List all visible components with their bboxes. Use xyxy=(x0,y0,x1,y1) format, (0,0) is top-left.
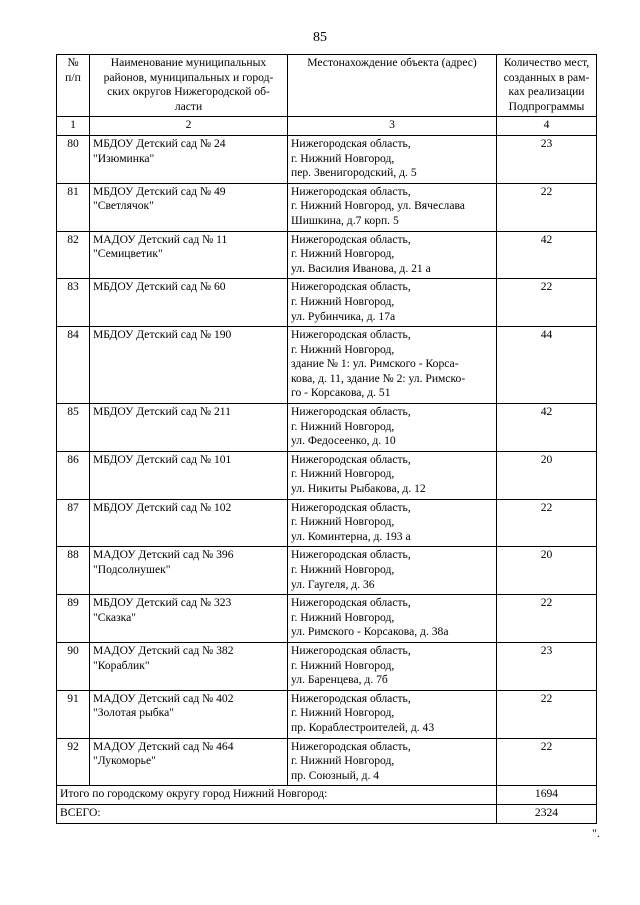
row-number: 84 xyxy=(57,327,90,404)
header-col-name: Наименование муниципальных районов, муниципальных и город- ских округов Нижегородской об- ласти xyxy=(90,55,288,117)
header-col-number: № п/п xyxy=(57,55,90,117)
header-col-count: Количество мест, созданных в рам- ках реализации Подпрограммы xyxy=(497,55,597,117)
object-address-line: го - Корсакова, д. 51 xyxy=(291,386,391,400)
total-row xyxy=(57,804,597,823)
institution-name xyxy=(90,327,288,404)
closing-quote-mark: ". xyxy=(592,826,600,840)
object-address-line: Нижегородская область, xyxy=(291,328,411,342)
object-address-line: Нижегородская область, xyxy=(291,136,411,150)
row-number: 83 xyxy=(57,279,90,327)
object-address-line: ул. Коминтерна, д. 193 а xyxy=(291,529,411,543)
institution-name-line: "Светлячок" xyxy=(93,199,154,213)
institution-name-line: МБДОУ Детский сад № 24 xyxy=(93,136,226,150)
object-address-line: г. Нижний Новгород, ул. Вячеслава xyxy=(291,199,465,213)
table-row xyxy=(57,499,597,547)
object-address-line: здание № 1: ул. Римского - Корса- xyxy=(291,357,459,371)
row-number: 80 xyxy=(57,135,90,183)
institution-name-line: "Лукоморье" xyxy=(93,754,156,768)
institution-name xyxy=(90,404,288,452)
places-count: 22 xyxy=(497,279,597,327)
object-address-line: Нижегородская область, xyxy=(291,691,411,705)
object-address xyxy=(288,738,497,786)
header-col-address: Местонахождение объекта (адрес) xyxy=(288,55,497,117)
object-address-line: пр. Союзный, д. 4 xyxy=(291,768,380,782)
table-row xyxy=(57,451,597,499)
object-address-line: г. Нижний Новгород, xyxy=(291,754,395,768)
row-number: 85 xyxy=(57,404,90,452)
total-label: ВСЕГО: xyxy=(57,804,497,823)
institution-name-line: МАДОУ Детский сад № 464 xyxy=(93,739,234,753)
institution-name-line: МАДОУ Детский сад № 382 xyxy=(93,643,234,657)
object-address xyxy=(288,547,497,595)
table-totals xyxy=(57,786,597,823)
institution-name xyxy=(90,690,288,738)
institution-name-line: МБДОУ Детский сад № 211 xyxy=(93,405,231,419)
table-row xyxy=(57,690,597,738)
institution-name xyxy=(90,595,288,643)
object-address-line: ул. Рубинчика, д. 17а xyxy=(291,309,396,323)
table-row xyxy=(57,183,597,231)
institution-name xyxy=(90,279,288,327)
institution-name-line: МБДОУ Детский сад № 101 xyxy=(93,452,232,466)
object-address xyxy=(288,279,497,327)
places-count: 22 xyxy=(497,183,597,231)
places-count: 22 xyxy=(497,738,597,786)
object-address-line: Нижегородская область, xyxy=(291,232,411,246)
institution-name-line: "Сказка" xyxy=(93,610,136,624)
institution-name-line: МБДОУ Детский сад № 323 xyxy=(93,596,232,610)
object-address-line: г. Нижний Новгород, xyxy=(291,610,395,624)
places-count: 42 xyxy=(497,404,597,452)
institution-name-line: МАДОУ Детский сад № 11 xyxy=(93,232,228,246)
object-address-line: г. Нижний Новгород, xyxy=(291,515,395,529)
object-address-line: г. Нижний Новгород, xyxy=(291,563,395,576)
object-address-line: ул. Баренцева, д. 7б xyxy=(291,673,388,687)
object-address-line: Нижегородская область, xyxy=(291,739,411,753)
institution-name-line: "Семицветик" xyxy=(93,247,163,261)
table-row xyxy=(57,738,597,786)
row-number: 81 xyxy=(57,183,90,231)
object-address xyxy=(288,451,497,499)
object-address-line: Нижегородская область, xyxy=(291,643,411,657)
object-address-line: г. Нижний Новгород, xyxy=(291,247,395,261)
institution-name-line: "Подсолнушек" xyxy=(93,563,171,576)
institution-name-line: МАДОУ Детский сад № 396 xyxy=(93,548,234,562)
institution-name-line: МБДОУ Детский сад № 102 xyxy=(93,500,232,514)
object-address xyxy=(288,135,497,183)
total-value: 2324 xyxy=(497,804,597,823)
table-row xyxy=(57,404,597,452)
object-address xyxy=(288,690,497,738)
table-row xyxy=(57,231,597,279)
object-address-line: Нижегородская область, xyxy=(291,596,411,610)
institution-name xyxy=(90,183,288,231)
object-address xyxy=(288,231,497,279)
places-count: 42 xyxy=(497,231,597,279)
object-address xyxy=(288,327,497,404)
places-count: 20 xyxy=(497,547,597,595)
subprogram-places-table xyxy=(56,54,597,824)
row-number: 88 xyxy=(57,547,90,595)
object-address-line: г. Нижний Новгород, xyxy=(291,658,395,672)
column-index: 4 xyxy=(497,117,597,136)
object-address-line: пер. Звенигородский, д. 5 xyxy=(291,166,417,180)
object-address-line: г. Нижний Новгород, xyxy=(291,151,395,165)
row-number: 91 xyxy=(57,690,90,738)
column-index: 3 xyxy=(288,117,497,136)
table-row xyxy=(57,327,597,404)
institution-name xyxy=(90,642,288,690)
institution-name-line: МАДОУ Детский сад № 402 xyxy=(93,691,234,705)
row-number: 87 xyxy=(57,499,90,547)
total-row xyxy=(57,786,597,805)
institution-name xyxy=(90,738,288,786)
institution-name xyxy=(90,451,288,499)
column-index: 2 xyxy=(90,117,288,136)
row-number: 82 xyxy=(57,231,90,279)
places-count: 23 xyxy=(497,642,597,690)
table-row xyxy=(57,642,597,690)
column-index: 1 xyxy=(57,117,90,136)
row-number: 86 xyxy=(57,451,90,499)
object-address-line: г. Нижний Новгород, xyxy=(291,342,395,356)
places-count: 20 xyxy=(497,451,597,499)
object-address-line: ул. Гаугеля, д. 36 xyxy=(291,577,375,591)
object-address-line: Нижегородская область, xyxy=(291,280,411,294)
places-count: 44 xyxy=(497,327,597,404)
object-address xyxy=(288,595,497,643)
table-row xyxy=(57,135,597,183)
object-address-line: Шишкина, д.7 корп. 5 xyxy=(291,213,399,227)
institution-name-line: "Кораблик" xyxy=(93,658,150,672)
object-address-line: ул. Федосеенко, д. 10 xyxy=(291,434,396,448)
object-address-line: г. Нижний Новгород, xyxy=(291,706,395,720)
column-index-row xyxy=(57,117,597,136)
institution-name-line: МБДОУ Детский сад № 60 xyxy=(93,280,226,294)
total-value: 1694 xyxy=(497,786,597,805)
institution-name xyxy=(90,547,288,595)
places-count: 23 xyxy=(497,135,597,183)
object-address-line: ул. Никиты Рыбакова, д. 12 xyxy=(291,482,426,496)
object-address-line: кова, д. 11, здание № 2: ул. Римско- xyxy=(291,371,466,385)
table-row xyxy=(57,547,597,595)
object-address-line: Нижегородская область, xyxy=(291,184,411,198)
object-address-line: пр. Кораблестроителей, д. 43 xyxy=(291,720,435,734)
object-address xyxy=(288,499,497,547)
table-row xyxy=(57,595,597,643)
places-count: 22 xyxy=(497,690,597,738)
object-address-line: Нижегородская область, xyxy=(291,452,411,466)
object-address-line: ул. Римского - Корсакова, д. 38а xyxy=(291,625,449,639)
object-address-line: г. Нижний Новгород, xyxy=(291,294,395,308)
object-address xyxy=(288,404,497,452)
institution-name-line: МБДОУ Детский сад № 49 xyxy=(93,184,226,198)
object-address-line: ул. Василия Иванова, д. 21 а xyxy=(291,261,431,275)
row-number: 92 xyxy=(57,738,90,786)
places-count: 22 xyxy=(497,499,597,547)
institution-name xyxy=(90,135,288,183)
table-header-row xyxy=(57,55,597,117)
object-address-line: г. Нижний Новгород, xyxy=(291,467,395,481)
institution-name-line: "Изюминка" xyxy=(93,151,155,165)
object-address xyxy=(288,183,497,231)
places-count: 22 xyxy=(497,595,597,643)
object-address-line: Нижегородская область, xyxy=(291,548,411,562)
institution-name xyxy=(90,499,288,547)
row-number: 89 xyxy=(57,595,90,643)
institution-name-line: "Золотая рыбка" xyxy=(93,706,175,720)
institution-name-line: МБДОУ Детский сад № 190 xyxy=(93,328,232,342)
object-address-line: Нижегородская область, xyxy=(291,500,411,514)
table-row xyxy=(57,279,597,327)
page-number: 85 xyxy=(313,30,327,45)
object-address-line: г. Нижний Новгород, xyxy=(291,419,395,433)
row-number: 90 xyxy=(57,642,90,690)
object-address xyxy=(288,642,497,690)
institution-name xyxy=(90,231,288,279)
object-address-line: Нижегородская область, xyxy=(291,405,411,419)
table-body xyxy=(57,135,597,785)
total-label: Итого по городскому округу город Нижний Новгород: xyxy=(57,786,497,805)
